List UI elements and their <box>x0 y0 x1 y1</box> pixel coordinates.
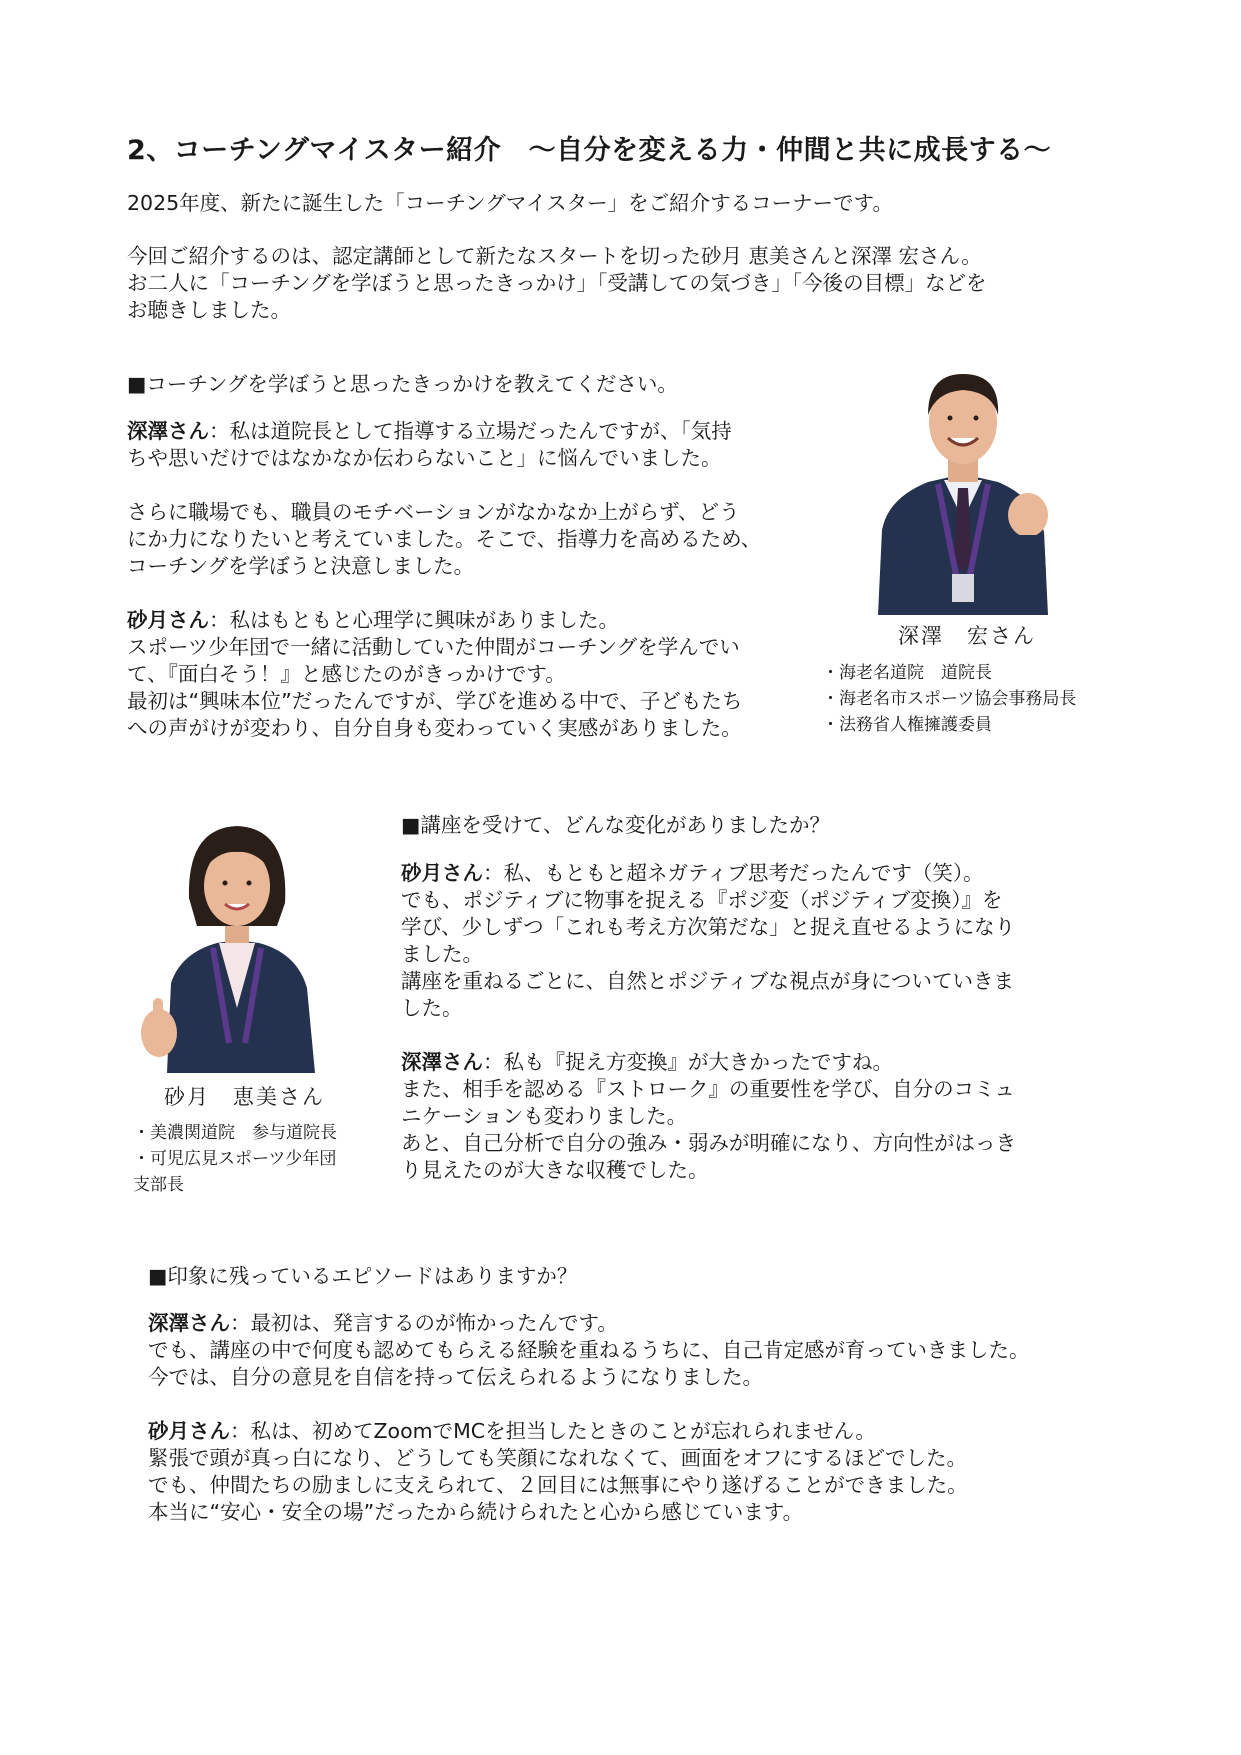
answer-text: 講座を重ねるごとに、自然とポジティブな視点が身についていきま <box>401 969 1014 993</box>
answer-text: ：私、もともと超ネガティブ思考だったんです（笑）。 <box>483 861 984 885</box>
page-title: 2、コーチングマイスター紹介 ～自分を変える力・仲間と共に成長する～ <box>127 135 1052 166</box>
role-item: ・海老名道院 道院長 <box>822 663 992 683</box>
intro <box>127 190 987 324</box>
roles-sunazuki <box>133 1120 337 1198</box>
answer-text: ：最初は、発言するのが怖かったんです。 <box>230 1311 618 1335</box>
question-2: ■講座を受けて、どんな変化がありましたか？ <box>401 813 830 837</box>
answer-text: でも、講座の中で何度も認めてもらえる経験を重ねるうちに、自己肯定感が育っていきました。 <box>148 1338 1030 1362</box>
answer-text: 本当に“安心・安全の場”だったから続けられたと心から感じています。 <box>148 1500 804 1524</box>
answer-text: でも、仲間たちの励ましに支えられて、２回目には無事にやり遂げることができました。 <box>148 1473 968 1497</box>
answer-text: ：私は、初めてZoomでMCを担当したときのことが忘れられません。 <box>230 1419 876 1443</box>
answer-text: ：私も『捉え方変換』が大きかったですね。 <box>483 1050 893 1074</box>
section1-answers <box>127 418 761 742</box>
answer-text: あと、自己分析で自分の強み・弱みが明確になり、方向性がはっき <box>401 1131 1016 1155</box>
question-1: ■コーチングを学ぼうと思ったきっかけを教えてください。 <box>127 372 678 396</box>
answer-text: 緊張で頭が真っ白になり、どうしても笑顔になれなくて、画面をオフにするほどでした。 <box>148 1446 967 1470</box>
intro-line: お二人に「コーチングを学ぼうと思ったきっかけ」「受講しての気づき」「今後の目標」などを <box>127 271 987 295</box>
answer-text: ちや思いだけではなかなか伝わらないこと」に悩んでいました。 <box>127 446 722 470</box>
section2-answers <box>401 860 1016 1184</box>
answer-text: ：私はもともと心理学に興味がありました。 <box>209 608 619 632</box>
role-item: 支部長 <box>133 1175 184 1195</box>
answer-text: スポーツ少年団で一緒に活動していた仲間がコーチングを学んでい <box>127 635 740 659</box>
answer-text: 最初は“興味本位”だったんですが、学びを進める中で、子どもたち <box>127 689 743 713</box>
intro-line: お聴きしました。 <box>127 298 291 322</box>
question-3: ■印象に残っているエピソードはありますか？ <box>148 1264 578 1288</box>
answer-text: コーチングを学ぼうと決意しました。 <box>127 554 475 578</box>
answer-text: ：私は道院長として指導する立場だったんですが、「気持 <box>209 419 732 443</box>
role-item: ・法務省人権擁護委員 <box>822 715 992 735</box>
answer-text: て、『面白そう！』と感じたのがきっかけです。 <box>127 662 566 686</box>
intro-line: 今回ご紹介するのは、認定講師として新たなスタートを切った砂月 恵美さんと深澤 宏さん。 <box>127 244 982 268</box>
answer-text: ニケーションも変わりました。 <box>401 1104 688 1128</box>
answer-text: した。 <box>401 996 463 1020</box>
answer-text: ました。 <box>401 942 483 966</box>
role-item: ・海老名市スポーツ協会事務局長 <box>822 689 1077 709</box>
speaker-name: 砂月さん <box>127 608 209 632</box>
speaker-name: 深澤さん <box>127 419 209 443</box>
role-item: ・美濃関道院 参与道院長 <box>133 1123 337 1143</box>
answer-text: への声がけが変わり、自分自身も変わっていく実感がありました。 <box>127 716 742 740</box>
role-item: ・可児広見スポーツ少年団 <box>133 1149 337 1169</box>
photo-fukasawa <box>868 360 1058 615</box>
photo-sunazuki <box>137 808 337 1073</box>
answer-text: でも、ポジティブに物事を捉える『ポジ変（ポジティブ変換）』を <box>401 888 1003 912</box>
name-sunazuki: 砂月 恵美さん <box>164 1085 325 1109</box>
answer-text: 今では、自分の意見を自信を持って伝えられるようになりました。 <box>148 1365 763 1389</box>
answer-text: さらに職場でも、職員のモチベーションがなかなか上がらず、どう <box>127 500 740 524</box>
speaker-name: 深澤さん <box>148 1311 230 1335</box>
answer-text: り見えたのが大きな収穫でした。 <box>401 1158 709 1182</box>
section3-answers <box>148 1310 1030 1526</box>
intro-line: 2025年度、新たに誕生した「コーチングマイスター」をご紹介するコーナーです。 <box>127 191 893 215</box>
name-fukasawa: 深澤 宏さん <box>898 624 1036 648</box>
answer-text: また、相手を認める『ストローク』の重要性を学び、自分のコミュ <box>401 1077 1015 1101</box>
roles-fukasawa <box>822 660 1076 738</box>
speaker-name: 砂月さん <box>148 1419 230 1443</box>
speaker-name: 深澤さん <box>401 1050 483 1074</box>
answer-text: にか力になりたいと考えていました。そこで、指導力を高めるため、 <box>127 527 762 551</box>
speaker-name: 砂月さん <box>401 861 483 885</box>
answer-text: 学び、少しずつ「これも考え方次第だな」と捉え直せるようになり <box>401 915 1016 939</box>
